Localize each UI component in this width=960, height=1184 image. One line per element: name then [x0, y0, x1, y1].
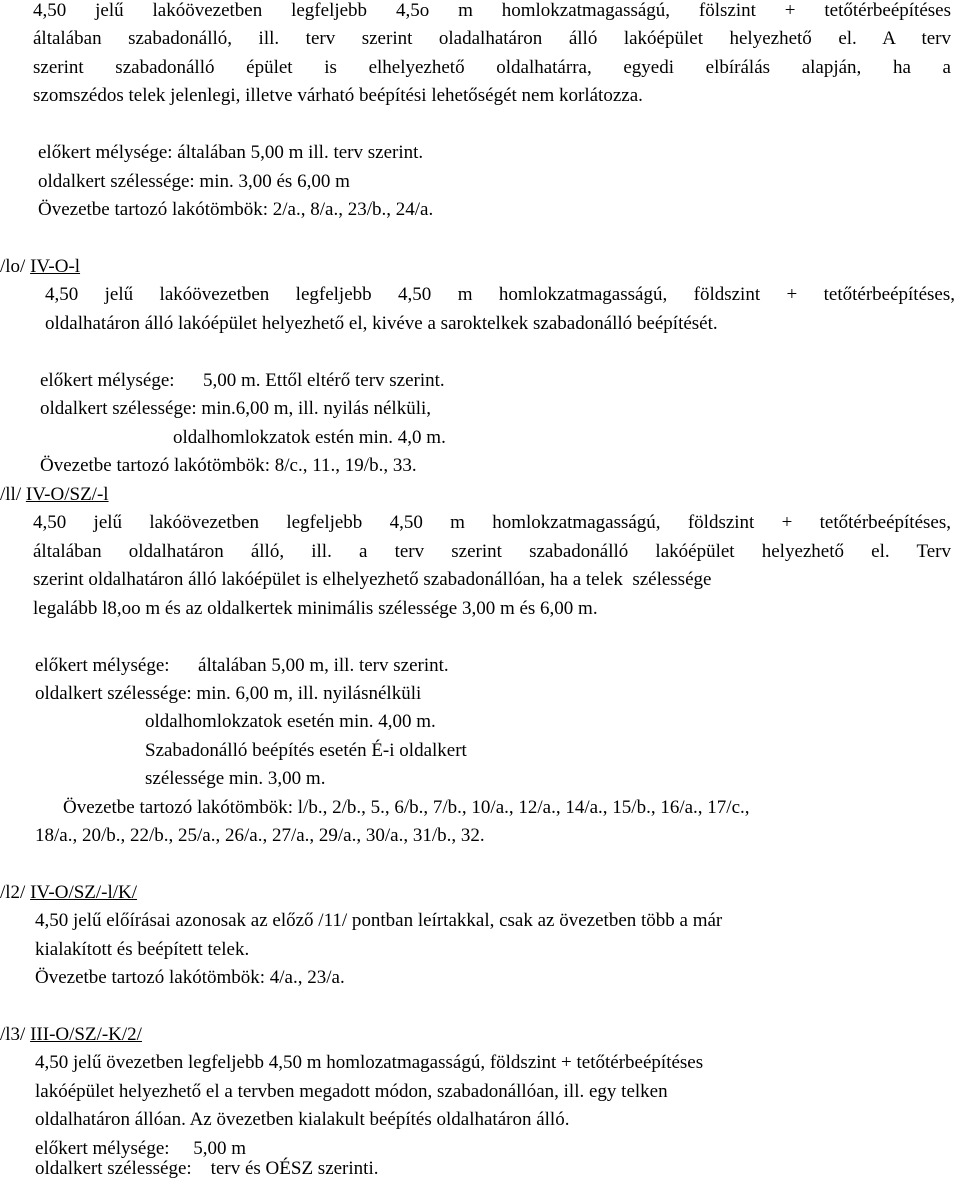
intro-front-yard: előkert mélysége: általában 5,00 m ill. terv szerint.: [38, 142, 424, 163]
section-13-code: III-O/SZ/-K/2/: [30, 1024, 142, 1045]
section-11-side-yard: oldalkert szélessége: min. 6,00 m, ill. nyilásnélküli: [35, 683, 422, 704]
section-11-line-1: 4,50 jelű lakóövezetben legfeljebb 4,50 m homlokzatmagasságú, földszint + tetőtérbeépítéses,: [33, 512, 951, 533]
section-11-code: IV-O/SZ/-l: [25, 484, 109, 505]
intro-line-4: szomszédos telek jelenlegi, illetve várható beépítési lehetőségét nem korlátozza.: [33, 85, 643, 106]
section-12-line-1: 4,50 jelű előírásai azonosak az előző /11/ pontban leírtakkal, csak az övezetben több a már: [35, 910, 723, 931]
section-10-side-yard: oldalkert szélessége: min.6,00 m, ill. nyilás nélküli,: [40, 398, 432, 419]
intro-side-yard: oldalkert szélessége: min. 3,00 és 6,00 m: [38, 171, 350, 192]
section-13-side-yard: oldalkert szélessége: terv és OÉSZ szerinti.: [35, 1158, 379, 1179]
section-11-number: /ll/: [0, 484, 22, 505]
section-11-side-yard-cont-3: szélessége min. 3,00 m.: [145, 768, 326, 789]
intro-line-2: általában szabadonálló, ill. terv szerint oladalhatáron álló lakóépület helyezhető el. A terv: [33, 28, 951, 49]
section-13-line-2: lakóépület helyezhető el a tervben megadott módon, szabadonállóan, ill. egy telken: [35, 1081, 668, 1102]
section-12-number: /l2/: [0, 882, 26, 903]
section-11-line-2: általában oldalhatáron álló, ill. a terv szerint szabadonálló lakóépület helyezhető el. Terv: [33, 541, 951, 562]
section-11-front-yard: előkert mélysége: általában 5,00 m, ill. terv szerint.: [35, 655, 449, 676]
section-11-blocks-2: 18/a., 20/b., 22/b., 25/a., 26/a., 27/a., 29/a., 30/a., 31/b., 32.: [35, 825, 485, 846]
section-11-line-4: legalább l8,oo m és az oldalkertek minimális szélessége 3,00 m és 6,00 m.: [33, 598, 598, 619]
section-10-code: IV-O-l: [30, 256, 81, 277]
section-10-heading: [0, 256, 80, 278]
section-10-number: /lo/: [0, 256, 26, 277]
section-11-side-yard-cont-2: Szabadonálló beépítés esetén É-i oldalkert: [145, 740, 467, 761]
section-12-blocks: Övezetbe tartozó lakótömbök: 4/a., 23/a.: [35, 967, 345, 988]
section-12-code: IV-O/SZ/-l/K/: [30, 882, 138, 903]
section-12-line-2: kialakított és beépített telek.: [35, 939, 250, 960]
section-10-front-yard: előkert mélysége: 5,00 m. Ettől eltérő terv szerint.: [40, 370, 445, 391]
section-11-heading: [0, 484, 109, 506]
section-13-heading: [0, 1024, 142, 1046]
section-11-side-yard-cont-1: oldalhomlokzatok esetén min. 4,00 m.: [145, 711, 436, 732]
intro-line-3: szerint szabadonálló épület is elhelyezhető oldalhatárra, egyedi elbírálás alapján, ha a: [33, 57, 951, 78]
section-10-side-yard-cont: oldalhomlokzatok estén min. 4,0 m.: [173, 427, 446, 448]
section-10-line-2: oldalhatáron álló lakóépület helyezhető el, kivéve a saroktelkek szabadonálló beépítését.: [45, 313, 718, 334]
intro-blocks: Övezetbe tartozó lakótömbök: 2/a., 8/a., 23/b., 24/a.: [38, 199, 434, 220]
section-13-line-1: 4,50 jelű övezetben legfeljebb 4,50 m homlozatmagasságú, földszint + tetőtérbeépítéses: [35, 1052, 704, 1073]
section-13-line-3: oldalhatáron állóan. Az övezetben kialakult beépítés oldalhatáron álló.: [35, 1109, 570, 1130]
section-13-number: /l3/: [0, 1024, 26, 1045]
section-12-heading: [0, 882, 137, 904]
section-13-front-yard: előkert mélysége: 5,00 m: [35, 1138, 247, 1159]
section-11-line-3: szerint oldalhatáron álló lakóépület is elhelyezhető szabadonállóan, ha a telek szélessége: [33, 569, 712, 590]
intro-line-1: 4,50 jelű lakóövezetben legfeljebb 4,5o m homlokzatmagasságú, fölszint + tetőtérbeépítéses: [33, 0, 951, 21]
section-11-blocks-1: Övezetbe tartozó lakótömbök: l/b., 2/b., 5., 6/b., 7/b., 10/a., 12/a., 14/a., 15/b., 16/a., 17/c.,: [63, 797, 750, 818]
section-10-line-1: 4,50 jelű lakóövezetben legfeljebb 4,50 m homlokzatmagasságú, földszint + tetőtérbeépítéses,: [45, 284, 955, 305]
section-10-blocks: Övezetbe tartozó lakótömbök: 8/c., 11., 19/b., 33.: [40, 455, 417, 476]
